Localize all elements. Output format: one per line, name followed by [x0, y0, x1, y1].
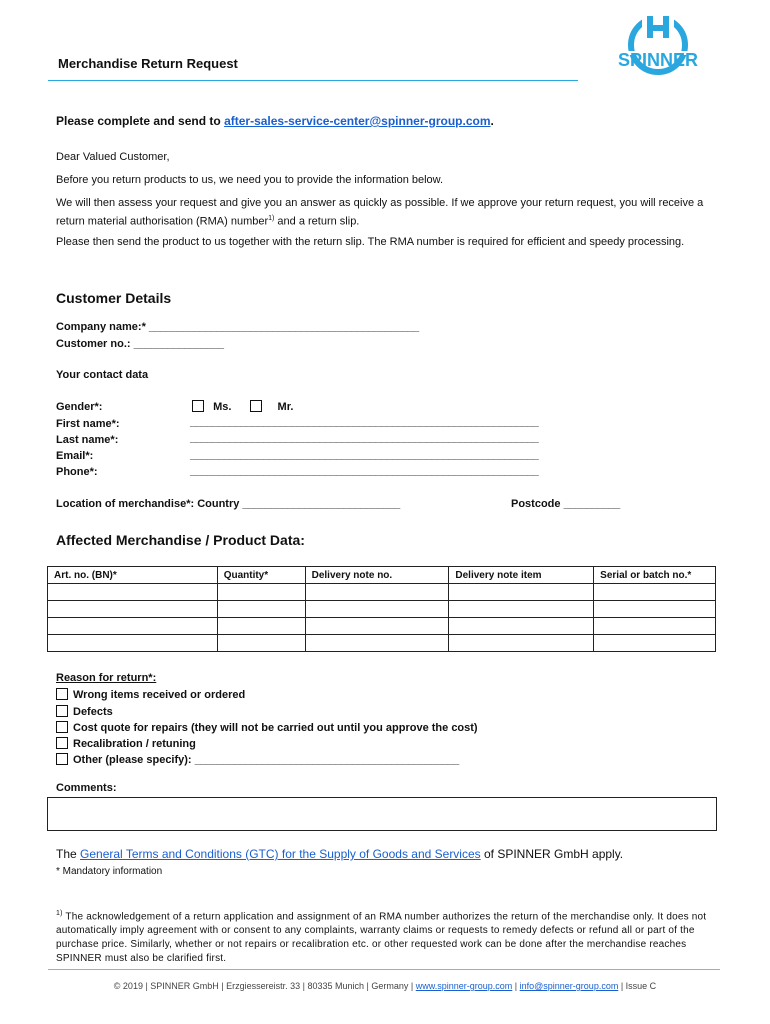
reason-heading: Reason for return*:	[56, 672, 157, 684]
reason-option-wrong-items: Wrong items received or ordered	[56, 688, 245, 701]
table-cell[interactable]	[217, 618, 305, 635]
table-header-row	[48, 567, 716, 584]
phone-label: Phone*:	[56, 466, 98, 478]
mr-label: Mr.	[277, 401, 294, 413]
last-name-field[interactable]: ______________________________________________________________	[190, 432, 539, 444]
first-name-field[interactable]: ______________________________________________________________	[190, 416, 539, 428]
table-cell[interactable]	[305, 635, 449, 652]
reason-checkbox[interactable]	[56, 737, 68, 749]
email-label: Email*:	[56, 450, 94, 462]
gender-label: Gender*:	[56, 401, 103, 413]
paragraph-3: Please then send the product to us together with the return slip. The RMA number is required for efficient and speedy processing.	[56, 236, 685, 248]
table-row	[48, 601, 716, 618]
customer-no-field[interactable]: ________________	[133, 338, 224, 350]
column-header: Delivery note item	[449, 567, 594, 584]
reason-option-other: Other (please specify): _______________________________________________	[56, 753, 459, 766]
last-name-label: Last name*:	[56, 434, 119, 446]
ms-label: Ms.	[213, 401, 232, 413]
gender-options	[192, 400, 293, 413]
mandatory-note: * Mandatory information	[56, 866, 163, 877]
table-row	[48, 635, 716, 652]
table-cell[interactable]	[594, 618, 716, 635]
logo-wordmark: SPINNER	[617, 50, 699, 70]
table-cell[interactable]	[594, 601, 716, 618]
column-header: Delivery note no.	[305, 567, 449, 584]
reason-option-defects: Defects	[56, 705, 113, 718]
website-link[interactable]: www.spinner-group.com	[415, 981, 513, 991]
reason-checkbox[interactable]	[56, 705, 68, 717]
customer-details-heading: Customer Details	[56, 290, 172, 306]
first-name-label: First name*:	[56, 418, 120, 430]
country-field[interactable]: ____________________________	[242, 498, 400, 510]
ms-checkbox[interactable]	[192, 400, 204, 412]
table-cell[interactable]	[594, 635, 716, 652]
header-divider	[48, 80, 578, 81]
table-cell[interactable]	[48, 618, 218, 635]
table-cell[interactable]	[449, 584, 594, 601]
gtc-link[interactable]: General Terms and Conditions (GTC) for the Supply of Goods and Services	[80, 847, 481, 861]
table-cell[interactable]	[449, 635, 594, 652]
table-cell[interactable]	[305, 618, 449, 635]
reason-checkbox[interactable]	[56, 688, 68, 700]
comments-label: Comments:	[56, 782, 117, 794]
comments-field[interactable]	[47, 797, 717, 831]
paragraph-1: Before you return products to us, we need you to provide the information below.	[56, 174, 444, 186]
table-cell[interactable]	[217, 635, 305, 652]
reason-checkbox[interactable]	[56, 721, 68, 733]
send-instruction: Please complete and send to after-sales-service-center@spinner-group.com.	[56, 114, 494, 128]
reason-option-recalibration: Recalibration / retuning	[56, 737, 196, 750]
table-row	[48, 618, 716, 635]
spinner-logo	[592, 14, 724, 80]
table-cell[interactable]	[594, 584, 716, 601]
other-reason-field[interactable]: _______________________________________________	[194, 754, 459, 766]
document-title: Merchandise Return Request	[58, 56, 238, 71]
table-cell[interactable]	[217, 601, 305, 618]
info-email-link[interactable]: info@spinner-group.com	[519, 981, 619, 991]
company-name-field[interactable]: ________________________________________________	[148, 321, 419, 333]
product-table	[47, 566, 716, 652]
column-header: Art. no. (BN)*	[48, 567, 218, 584]
rma-footnote: $^{1)}$ The acknowledgement of a return application and assignment of an RMA number authorizes the return of the merchandise only. It does not automatically imply agreement with or consent to any complaints, warranty claims or requests to remedy defects or refund all or part of the purchase price. Similarly, whether or not repairs or recalibration etc. or other requested work can be done after the merchandise reaches SPINNER must also be clarified first.	[56, 910, 707, 965]
mr-checkbox[interactable]	[250, 400, 262, 412]
postcode-field[interactable]: __________	[563, 498, 620, 510]
table-cell[interactable]	[449, 618, 594, 635]
reason-checkbox[interactable]	[56, 753, 68, 765]
table-row	[48, 584, 716, 601]
column-header: Serial or batch no.*	[594, 567, 716, 584]
table-cell[interactable]	[48, 601, 218, 618]
company-name-row: Company name:* ________________________________________________	[56, 321, 419, 333]
greeting: Dear Valued Customer,	[56, 151, 170, 163]
contact-data-heading: Your contact data	[56, 369, 149, 381]
footer-divider	[48, 969, 720, 970]
column-header: Quantity*	[217, 567, 305, 584]
table-cell[interactable]	[48, 635, 218, 652]
product-data-heading: Affected Merchandise / Product Data:	[56, 532, 305, 548]
table-cell[interactable]	[217, 584, 305, 601]
page-footer: © 2019 | SPINNER GmbH | Erzgiessereistr. 33 | 80335 Munich | Germany | www.spinner-group.com | info@spinner-group.com | Issue C	[113, 981, 657, 991]
postcode-row: Postcode __________	[511, 498, 620, 510]
spinner-logo-icon	[592, 14, 724, 80]
customer-no-row: Customer no.: ________________	[56, 338, 224, 350]
phone-field[interactable]: ______________________________________________________________	[190, 465, 539, 477]
paragraph-2: We will then assess your request and give you an answer as quickly as possible. If we approve your return request, you will receive a return material authorisation (RMA) number$^{1)}$ and a return slip.	[56, 197, 704, 228]
table-cell[interactable]	[449, 601, 594, 618]
table-cell[interactable]	[305, 601, 449, 618]
reason-option-cost-quote: Cost quote for repairs (they will not be carried out until you approve the cost)	[56, 721, 478, 734]
location-row: Location of merchandise*: Country ____________________________	[56, 498, 400, 510]
table-cell[interactable]	[305, 584, 449, 601]
table-cell[interactable]	[48, 584, 218, 601]
gtc-statement: The General Terms and Conditions (GTC) for the Supply of Goods and Services of SPINNER GmbH apply.	[56, 847, 624, 861]
after-sales-email-link[interactable]: after-sales-service-center@spinner-group.com	[224, 114, 491, 128]
email-field[interactable]: ______________________________________________________________	[190, 449, 539, 461]
